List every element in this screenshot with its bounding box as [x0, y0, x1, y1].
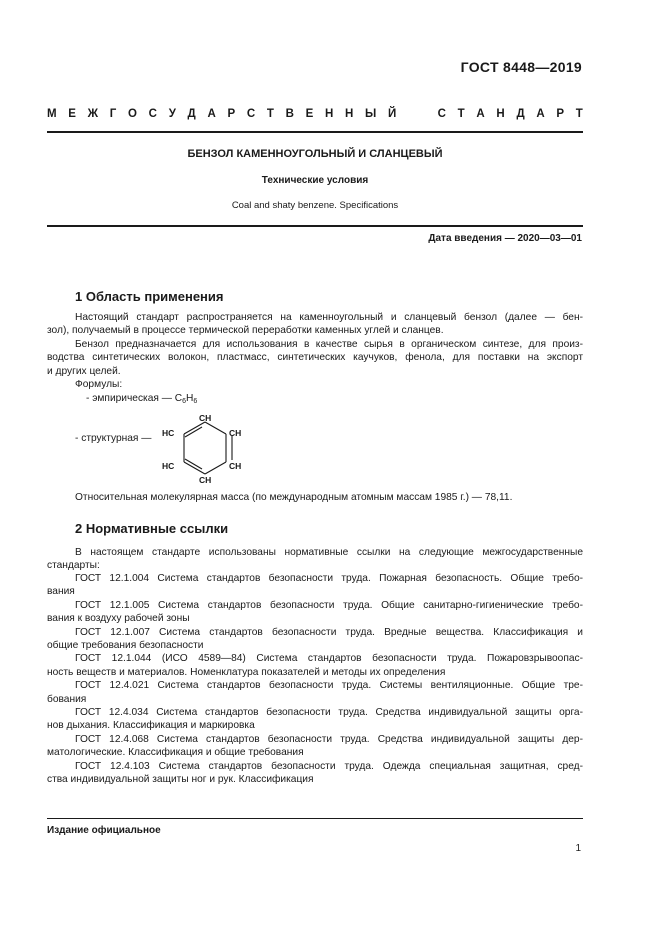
banner-letter: Д — [187, 108, 196, 120]
structural-label: - структурная — — [75, 433, 152, 444]
section-2-heading: 2 Нормативные ссылки — [75, 521, 229, 536]
text-line: вания — [47, 586, 75, 598]
text-line: вания к воздуху рабочей зоны — [47, 613, 190, 625]
banner-letter: Т — [457, 108, 465, 120]
text-line: ГОСТ 12.1.007 Система стандартов безопасности труда. Вредные вещества. Классификация и — [75, 626, 583, 638]
page-number: 1 — [575, 843, 581, 854]
banner-letter: Н — [496, 108, 505, 120]
title-rule — [47, 225, 583, 227]
molar-mass: Относительная молекулярная масса (по международным атомным массам 1985 г.) — 78,11. — [75, 492, 513, 503]
banner-gap — [408, 108, 426, 120]
text-line: бования — [47, 693, 87, 705]
bond — [184, 462, 205, 474]
document-subtitle: Технические условия — [261, 175, 369, 186]
text-line: Бензол предназначается для использования в качестве сырья в органическом синтезе, для произ- — [75, 339, 583, 350]
reference-item — [47, 572, 583, 599]
interstate-standard-banner — [47, 108, 583, 120]
banner-letter: Р — [227, 108, 236, 120]
banner-letter: О — [128, 108, 137, 120]
introduction-date: Дата введения — 2020—03—01 — [428, 233, 582, 244]
banner-letter: Т — [575, 108, 583, 120]
banner-letter: Н — [324, 108, 334, 120]
text-line: ГОСТ 12.4.034 Система стандартов безопасности труда. Средства индивидуальной защиты орга- — [75, 707, 583, 719]
text-line: ГОСТ 12.1.044 (ИСО 4589—84) Система стандартов безопасности труда. Пожаровзрывоопас- — [75, 653, 583, 665]
benzene-structure-diagram — [160, 412, 250, 484]
text-line: матологические. Классификация и общие требования — [47, 747, 304, 759]
reference-item — [47, 599, 583, 626]
atom-label: CH — [229, 428, 242, 438]
banner-letter: Р — [556, 108, 565, 120]
text-line: ства индивидуальной защиты ног и рук. Классификация — [47, 774, 314, 786]
bond — [184, 422, 205, 434]
banner-letter: У — [168, 108, 176, 120]
text-line: ность веществ и материалов. Номенклатура показателей и методы их определения — [47, 666, 446, 678]
text-line: общие требования безопасности — [47, 640, 204, 652]
section-1-heading: 1 Область применения — [75, 289, 224, 304]
empirical-label: - эмпирическая — — [86, 393, 175, 404]
text-line: ГОСТ 12.1.004 Система стандартов безопасности труда. Пожарная безопасность. Общие требо- — [75, 573, 583, 584]
banner-letter: Е — [305, 108, 314, 120]
english-title: Coal and shaty benzene. Specifications — [231, 200, 399, 211]
atom-label: CH — [199, 475, 212, 484]
formula-h-subscript: 6 — [193, 398, 198, 405]
atom-label: CH — [199, 413, 212, 423]
banner-letter: Ж — [87, 108, 99, 120]
text-line: нов дыхания. Классификация и маркировка — [47, 720, 255, 732]
banner-letter: С — [148, 108, 157, 120]
formula-h: H — [186, 393, 194, 404]
header-rule — [47, 131, 583, 133]
banner-letter: С — [246, 108, 256, 120]
footer-rule — [47, 818, 583, 819]
document-title: БЕНЗОЛ КАМЕННОУГОЛЬНЫЙ И СЛАНЦЕВЫЙ — [187, 148, 443, 160]
text-line: зол), получаемый в процессе термической переработки каменных углей и сланцев. — [47, 325, 444, 337]
banner-letter: Т — [266, 108, 274, 120]
banner-letter: А — [207, 108, 216, 120]
banner-letter: Ы — [365, 108, 377, 120]
bond — [205, 462, 226, 474]
atom-label: HC — [162, 428, 175, 438]
formulas-label: Формулы: — [75, 379, 123, 390]
text-line: ГОСТ 12.4.103 Система стандартов безопасности труда. Одежда специальная защитная, сред- — [75, 760, 583, 772]
banner-letter: М — [47, 108, 57, 120]
banner-letter: В — [285, 108, 294, 120]
text-line: ГОСТ 12.1.005 Система стандартов безопасности труда. Общие санитарно-гигиенические требо- — [75, 599, 583, 611]
atom-label: CH — [229, 461, 242, 471]
empirical-formula — [86, 392, 197, 408]
text-line: стандарты: — [47, 560, 100, 572]
section-1-paragraph-1 — [47, 311, 583, 338]
reference-item — [47, 733, 583, 760]
bond — [205, 422, 226, 434]
banner-letter: А — [536, 108, 545, 120]
reference-item — [47, 652, 583, 679]
text-line: ГОСТ 12.4.021 Система стандартов безопасности труда. Системы вентиляционные. Общие тре- — [75, 680, 583, 692]
references-list — [47, 572, 583, 787]
banner-letter: Д — [516, 108, 525, 120]
banner-letter: Е — [68, 108, 76, 120]
text-line: Настоящий стандарт распространяется на каменноугольный и сланцевый бензол (далее — бен- — [75, 312, 583, 323]
banner-letter: Г — [109, 108, 117, 120]
text-line: В настоящем стандарте использованы нормативные ссылки на следующие межгосударственные — [75, 547, 583, 558]
reference-item — [47, 760, 583, 787]
reference-item — [47, 706, 583, 733]
text-line: и других целей. — [47, 365, 121, 377]
banner-letter: С — [437, 108, 446, 120]
section-2-intro — [47, 546, 583, 573]
formula-c-subscript: 6 — [182, 398, 187, 405]
banner-letter: Й — [387, 108, 397, 120]
atom-label: HC — [162, 461, 175, 471]
text-line: водства синтетических волокон, пластмасс, синтетических каучуков, фенола, для поставки на экспорт — [47, 352, 583, 364]
official-edition-label: Издание официальное — [47, 825, 161, 836]
banner-letter: А — [476, 108, 485, 120]
reference-item — [47, 679, 583, 706]
banner-letter: Н — [345, 108, 354, 120]
reference-item — [47, 626, 583, 653]
document-code: ГОСТ 8448—2019 — [460, 59, 582, 75]
section-1-paragraph-2 — [47, 338, 583, 378]
text-line: ГОСТ 12.4.068 Система стандартов безопасности труда. Средства индивидуальной защиты дер- — [75, 733, 583, 745]
formula-c: C — [174, 393, 183, 404]
